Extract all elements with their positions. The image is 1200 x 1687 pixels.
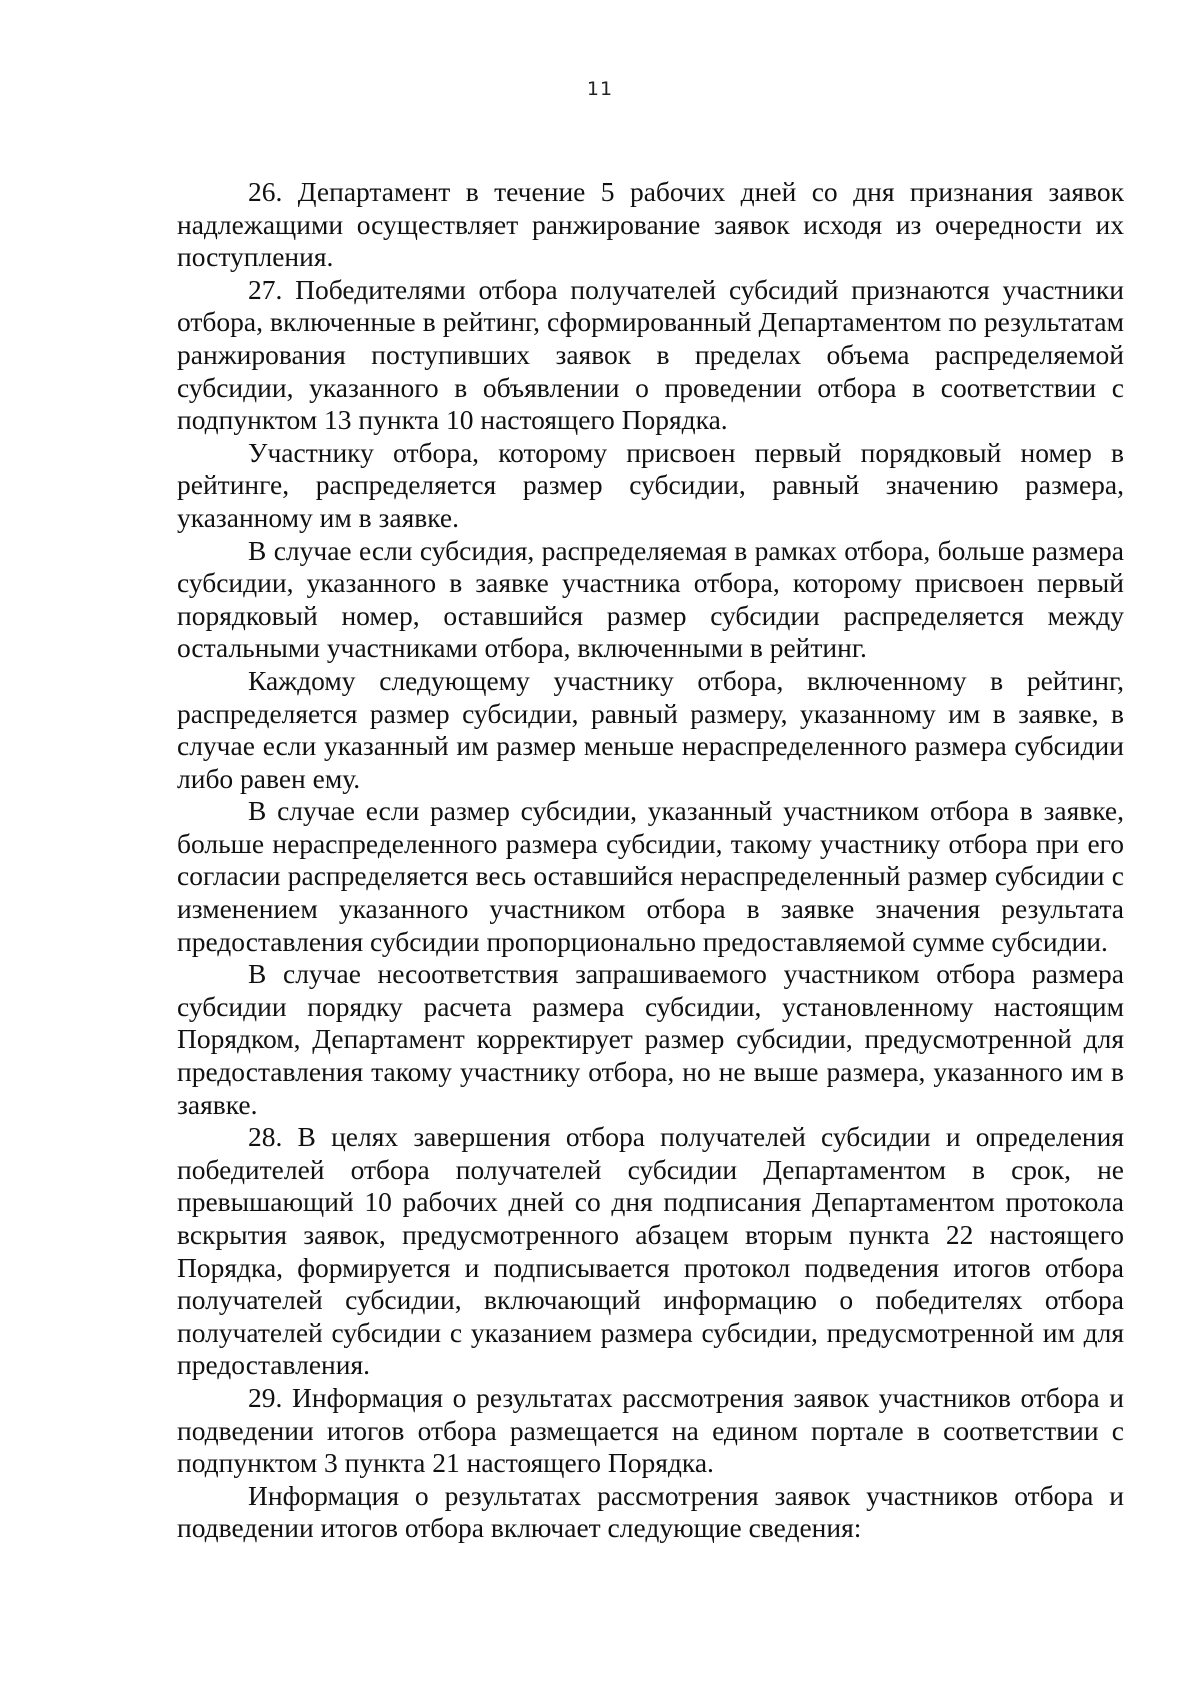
paragraph-27-first-place: Участнику отбора, которому присвоен первый порядковый номер в рейтинге, распределяется размер субсидии, равный значению размера, указанному им в заявке. — [177, 436, 1124, 533]
paragraph-29: 29. Информация о результатах рассмотрения заявок участников отбора и подведении итогов отбора размещается на едином портале в соответствии с подпунктом 3 пункта 21 настоящего Порядка. — [177, 1381, 1124, 1479]
paragraph-26: 26. Департамент в течение 5 рабочих дней со дня признания заявок надлежащими осуществляет ранжирование заявок исходя из очередности их поступления. — [177, 176, 1124, 273]
paragraph-27-exceeds: В случае если размер субсидии, указанный участником отбора в заявке, больше нераспределенного размера субсидии, такому участнику отбора при его согласии распределяется весь оставшийся нераспределенный размер субсидии с изменением указанного участником отбора в заявке значения результата предоставления субсидии пропорционально предоставляемой сумме субсидии. — [177, 795, 1124, 957]
paragraph-27-mismatch: В случае несоответствия запрашиваемого участником отбора размера субсидии порядку расчета размера субсидии, установленному настоящим Порядком, Департамент корректирует размер субсидии, предусмотренной для предоставления такому участнику отбора, но не выше размера, указанного им в заявке. — [177, 958, 1124, 1120]
paragraph-29-contents: Информация о результатах рассмотрения заявок участников отбора и подведении итогов отбора включает следующие сведения: — [177, 1479, 1124, 1544]
page-number: 11 — [586, 78, 614, 100]
paragraph-27-next-participant: Каждому следующему участнику отбора, включенному в рейтинг, распределяется размер субсидии, равный размеру, указанному им в заявке, в случае если указанный им размер меньше нераспределенного размера субсидии либо равен ему. — [177, 664, 1124, 794]
paragraph-28: 28. В целях завершения отбора получателей субсидии и определения победителей отбора получателей субсидии Департаментом в срок, не превышающий 10 рабочих дней со дня подписания Департаментом протокола вскрытия заявок, предусмотренного абзацем вторым пункта 22 настоящего Порядка, формируется и подписывается протокол подведения итогов отбора получателей субсидии, включающий информацию о победителях отбора получателей субсидии с указанием размера субсидии, предусмотренной им для предоставления. — [177, 1121, 1124, 1381]
document-body — [177, 176, 1124, 1545]
paragraph-27: 27. Победителями отбора получателей субсидий признаются участники отбора, включенные в рейтинг, сформированный Департаментом по результатам ранжирования поступивших заявок в пределах объема распределяемой субсидии, указанного в объявлении о проведении отбора в соответствии с подпунктом 13 пункта 10 настоящего Порядка. — [177, 273, 1124, 436]
paragraph-27-remainder: В случае если субсидия, распределяемая в рамках отбора, больше размера субсидии, указанного в заявке участника отбора, которому присвоен первый порядковый номер, оставшийся размер субсидии распределяется между остальными участниками отбора, включенными в рейтинг. — [177, 534, 1124, 664]
